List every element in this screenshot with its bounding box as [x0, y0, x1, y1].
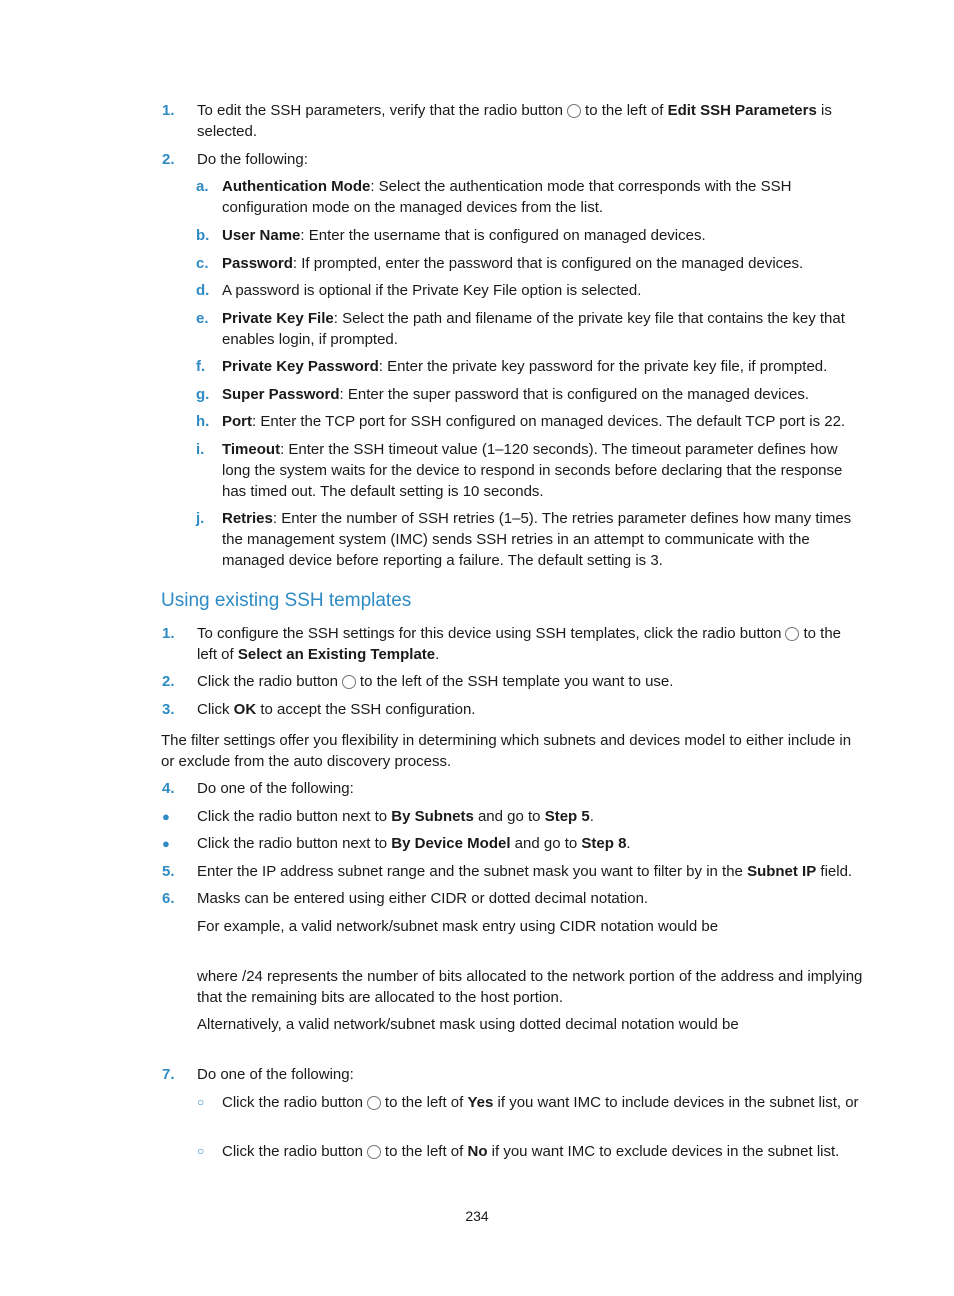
ui-term: Select an Existing Template — [237, 646, 436, 663]
step-text: To edit the SSH parameters, verify that the radio button — [197, 102, 564, 119]
radio-button-icon — [567, 104, 581, 118]
radio-button-icon — [342, 675, 356, 689]
page-number: 234 — [465, 1208, 489, 1224]
bullet-icon: ● — [162, 809, 170, 824]
step-text: Do the following: — [197, 151, 308, 168]
circle-bullet-icon: ○ — [197, 1144, 205, 1158]
radio-button-icon — [367, 1145, 381, 1159]
radio-button-icon — [785, 627, 799, 641]
ui-term: Edit SSH Parameters — [667, 102, 817, 119]
step-number: 1. — [162, 102, 175, 119]
radio-button-icon — [367, 1096, 381, 1110]
ui-term: OK — [233, 701, 257, 718]
circle-bullet-icon: ○ — [197, 1095, 205, 1109]
bullet-icon: ● — [162, 836, 170, 851]
step-number: 2. — [162, 151, 175, 168]
section-heading: Using existing SSH templates — [161, 590, 412, 611]
